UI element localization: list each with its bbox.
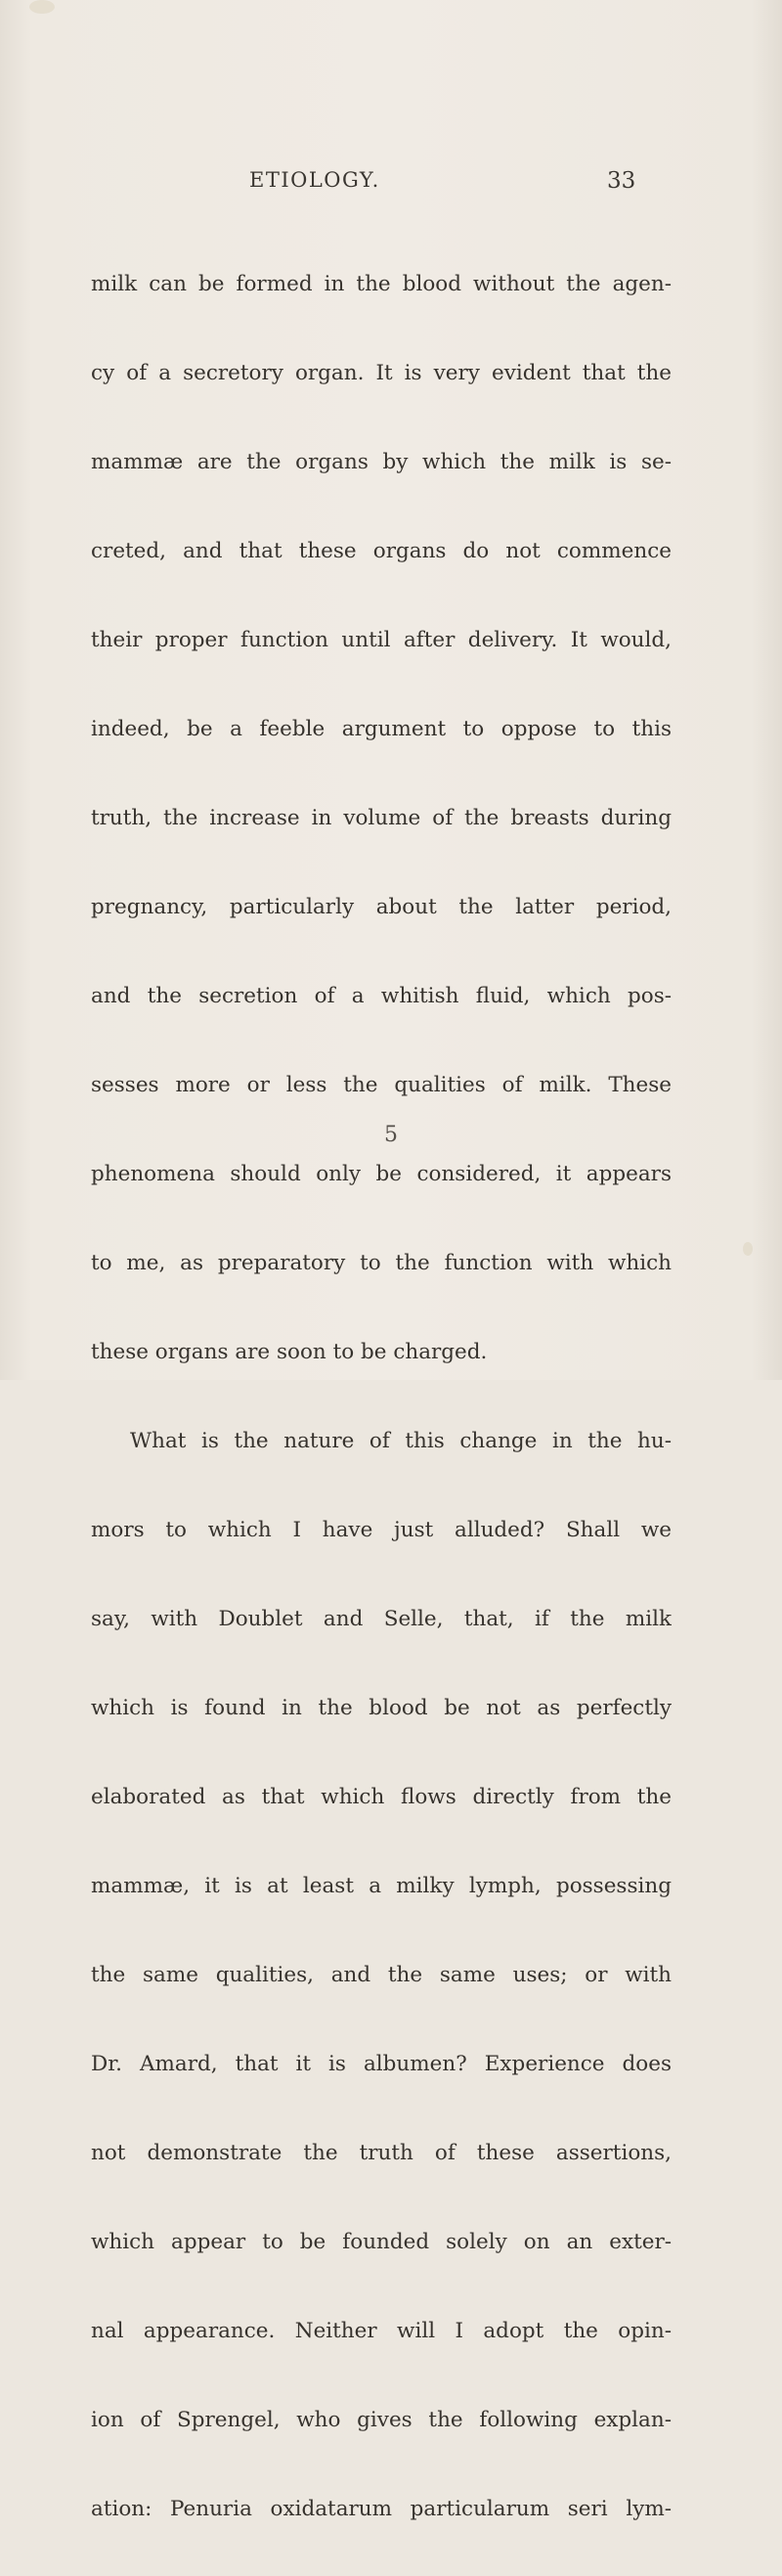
text-line: indeed, be a feeble argument to oppose to this xyxy=(91,716,672,741)
text-line: the same qualities, and the same uses; or with xyxy=(91,1962,672,1987)
text-line: ion of Sprengel, who gives the following explan- xyxy=(91,2407,672,2432)
signature-mark: 5 xyxy=(384,1123,398,1147)
text-line: What is the nature of this change in the hu- xyxy=(130,1428,672,1453)
text-line: and the secretion of a whitish fluid, which pos- xyxy=(91,983,672,1008)
text-line: mors to which I have just alluded? Shall we xyxy=(91,1517,672,1542)
text-line: phenomena should only be considered, it appears xyxy=(91,1161,672,1186)
text-line: not demonstrate the truth of these assertions, xyxy=(91,2140,672,2165)
text-line: cy of a secretory organ. It is very evident that the xyxy=(91,360,672,385)
text-line: which appear to be founded solely on an exter- xyxy=(91,2229,672,2254)
text-line: their proper function until after delivery. It would, xyxy=(91,627,672,652)
text-line: which is found in the blood be not as perfectly xyxy=(91,1695,672,1720)
body-text xyxy=(91,217,672,2576)
paper-stain xyxy=(743,1242,753,1256)
text-line: mammæ are the organs by which the milk is se- xyxy=(91,449,672,474)
text-line: pregnancy, particularly about the latter period, xyxy=(91,894,672,919)
text-line: to me, as preparatory to the function with which xyxy=(91,1250,672,1275)
page-header xyxy=(0,168,782,198)
text-line: mammæ, it is at least a milky lymph, possessing xyxy=(91,1873,672,1898)
text-line: milk can be formed in the blood without the agen- xyxy=(91,271,672,296)
text-line: sesses more or less the qualities of milk. These xyxy=(91,1072,672,1097)
text-line: say, with Doublet and Selle, that, if the milk xyxy=(91,1606,672,1631)
text-line: elaborated as that which flows directly from the xyxy=(91,1784,672,1809)
page-number: 33 xyxy=(607,168,636,194)
text-line: truth, the increase in volume of the breasts during xyxy=(91,805,672,830)
text-line: ation: Penuria oxidatarum particularum seri lym- xyxy=(91,2496,672,2521)
running-head: ETIOLOGY. xyxy=(249,168,380,192)
text-line: nal appearance. Neither will I adopt the opin- xyxy=(91,2318,672,2343)
text-line: creted, and that these organs do not commence xyxy=(91,538,672,563)
paper-stain xyxy=(29,0,55,14)
text-line: these organs are soon to be charged. xyxy=(91,1339,488,1364)
text-line: Dr. Amard, that it is albumen? Experience does xyxy=(91,2051,672,2076)
